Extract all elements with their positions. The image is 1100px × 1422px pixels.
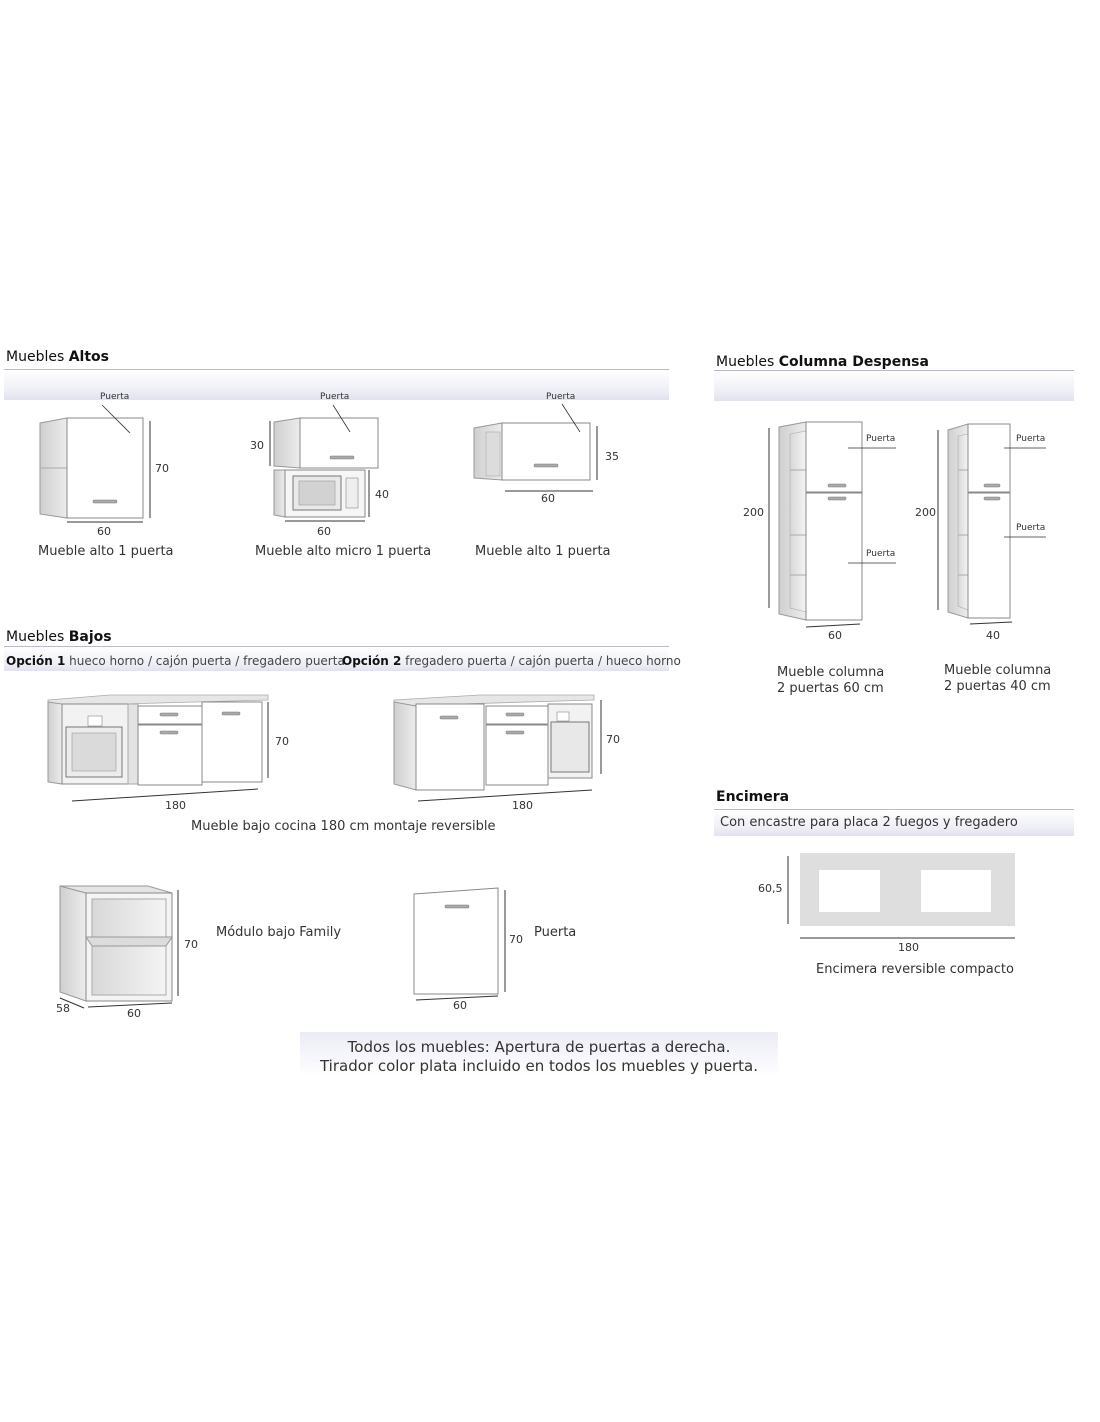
encimera-subtitle: Con encastre para placa 2 fuegos y fregadero: [720, 815, 1018, 830]
mueble-alto-bajo-drawing: [474, 404, 597, 491]
encimera-width: 180: [898, 941, 919, 954]
modulo-bajo-family-drawing: [60, 886, 178, 1008]
columna-c1-caption-1: Mueble columna: [777, 665, 885, 680]
encimera-caption: Encimera reversible compacto: [816, 962, 1014, 977]
columna-c1-width: 60: [828, 629, 842, 642]
puerta-drawing: [414, 888, 505, 1000]
family-depth: 58: [56, 1002, 70, 1015]
general-note: [300, 1032, 778, 1076]
columna-c2-caption-2: 2 puertas 40 cm: [944, 679, 1051, 694]
bajos-opcion-1-drawing: [48, 695, 268, 801]
bajos-opcion-2-drawing: [394, 695, 601, 801]
altos-m3-width: 60: [541, 492, 555, 505]
altos-m1-height: 70: [155, 462, 169, 475]
altos-m2-top-height: 30: [250, 439, 264, 452]
columna-title: [716, 354, 929, 370]
encimera-title: [716, 789, 789, 805]
columna-c1-puerta-bottom: Puerta: [866, 549, 896, 559]
family-width: 60: [127, 1007, 141, 1020]
altos-title-bold: Altos: [68, 349, 109, 365]
columna-c1-caption-2: 2 puertas 60 cm: [777, 681, 884, 696]
columna-c2-puerta-top: Puerta: [1016, 434, 1046, 444]
bajos-title-prefix: Muebles: [6, 629, 65, 645]
altos-m2-width: 60: [317, 525, 331, 538]
altos-m3-caption: Mueble alto 1 puerta: [475, 544, 611, 559]
bajos-title: [6, 629, 112, 645]
bajos-caption: Mueble bajo cocina 180 cm montaje reversible: [191, 819, 496, 834]
columna-c2-puerta-bottom: Puerta: [1016, 523, 1046, 533]
note-line-1: Todos los muebles: Apertura de puertas a derecha.: [347, 1038, 731, 1056]
puerta-caption: Puerta: [534, 925, 577, 940]
bajos-opcion-1: [6, 654, 345, 668]
bajos-opcion-1-label: Opción 1: [6, 654, 66, 668]
bajos-opcion-1-text: hueco horno / cajón puerta / fregadero puerta: [69, 654, 345, 668]
bajos-op1-width: 180: [165, 799, 186, 812]
bajos-title-bold: Bajos: [68, 629, 112, 645]
mueble-alto-micro-drawing: [270, 405, 378, 521]
altos-m3-height: 35: [605, 450, 619, 463]
family-height: 70: [184, 938, 198, 951]
columna-c2-width: 40: [986, 629, 1000, 642]
mueble-alto-1-puerta-drawing: [40, 405, 150, 522]
columna-title-prefix: Muebles: [716, 354, 775, 370]
altos-title: [6, 349, 109, 365]
columna-c2-height: 200: [915, 506, 936, 519]
columna-title-bold: Columna Despensa: [778, 354, 929, 370]
columna-c2-caption-1: Mueble columna: [944, 663, 1052, 678]
altos-m1-puerta-label: Puerta: [100, 392, 130, 402]
puerta-width: 60: [453, 999, 467, 1012]
bajos-opcion-2-label: Opción 2: [342, 654, 402, 668]
note-line-2: Tirador color plata incluido en todos los muebles y puerta.: [319, 1057, 759, 1075]
family-caption: Módulo bajo Family: [216, 925, 342, 940]
altos-m1-caption: Mueble alto 1 puerta: [38, 544, 174, 559]
altos-m2-micro-height: 40: [375, 488, 389, 501]
puerta-height: 70: [509, 933, 523, 946]
columna-c1-height: 200: [743, 506, 764, 519]
bajos-opcion-2-text: fregadero puerta / cajón puerta / hueco horno: [405, 654, 681, 668]
encimera-drawing: [788, 853, 1015, 938]
altos-title-prefix: Muebles: [6, 349, 65, 365]
altos-m2-puerta-label: Puerta: [320, 392, 350, 402]
bajos-op2-height: 70: [606, 733, 620, 746]
altos-m1-width: 60: [97, 525, 111, 538]
encimera-title-text: Encimera: [716, 789, 790, 805]
columna-c1-puerta-top: Puerta: [866, 434, 896, 444]
altos-m3-puerta-label: Puerta: [546, 392, 576, 402]
bajos-op2-width: 180: [512, 799, 533, 812]
columna-header-bar: [714, 370, 1074, 401]
encimera-depth: 60,5: [758, 882, 783, 895]
mueble-columna-60-drawing: [769, 422, 896, 627]
altos-m2-caption: Mueble alto micro 1 puerta: [255, 544, 432, 559]
bajos-opcion-2: [342, 654, 681, 668]
bajos-op1-height: 70: [275, 735, 289, 748]
